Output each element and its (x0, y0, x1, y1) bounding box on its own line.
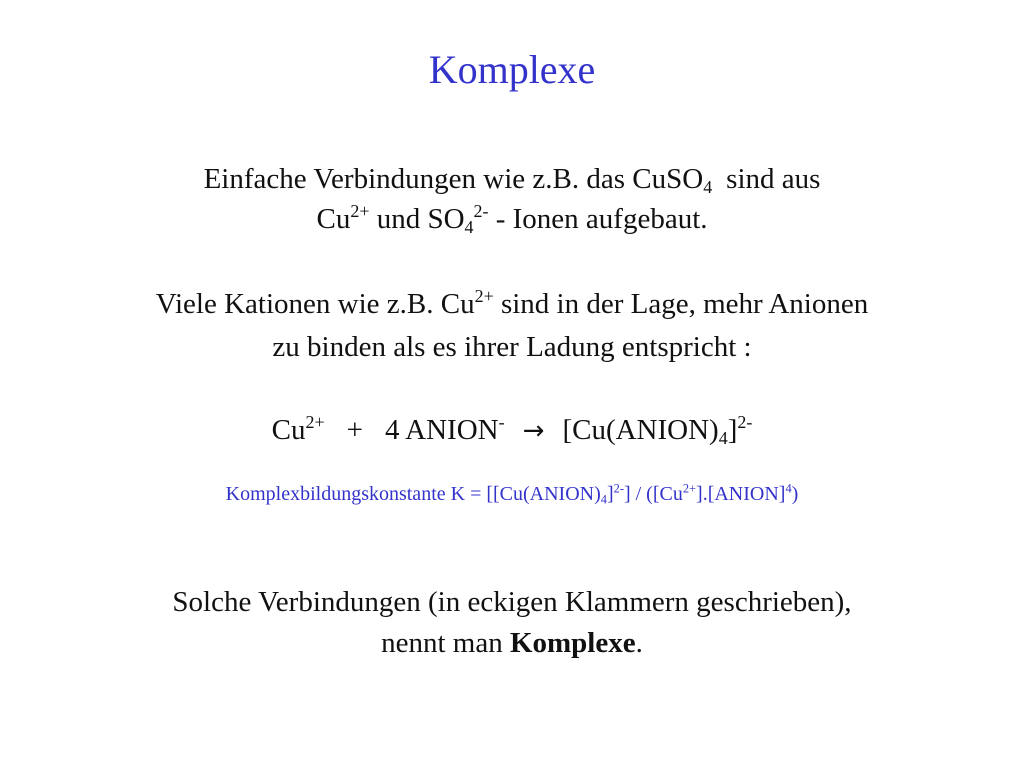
eq-plus: + (346, 414, 363, 446)
k-part-b: ] (606, 483, 614, 505)
cation-line-1 (0, 285, 1024, 321)
formation-constant (0, 483, 1024, 506)
intro-line-2 (0, 200, 1024, 238)
eq-complex-charge: 2- (737, 411, 753, 432)
conclusion-line-1: Solche Verbindungen (in eckigen Klammern geschrieben), (172, 586, 852, 618)
eq-cu-charge: 2+ (305, 411, 325, 432)
k-part-a: Komplexbildungskonstante K = [[Cu(ANION) (225, 483, 601, 505)
eq-complex: [Cu(ANION) (562, 414, 719, 446)
eq-complex-close: ] (727, 414, 738, 446)
komplexe-term: Komplexe (509, 627, 636, 659)
reaction-arrow-icon: → (522, 416, 545, 446)
cation-line-2: zu binden als es ihrer Ladung entspricht : (272, 331, 752, 363)
cu-charge: 2+ (350, 200, 370, 221)
cu-text: Cu (316, 203, 351, 235)
k-part-e: ) (791, 483, 799, 505)
cation-line-1-text: Viele Kationen wie z.B. Cu (155, 288, 475, 320)
und-so-text: und SO (369, 203, 465, 235)
slide-title: Komplexe (428, 47, 596, 92)
conclusion-period: . (635, 627, 643, 659)
intro-line-2-tail: - Ionen aufgebaut. (488, 203, 708, 235)
k-subscript: 4 (600, 492, 607, 507)
intro-line-1-tail: sind aus (726, 163, 821, 195)
k-part-c: ] / ([Cu (623, 483, 683, 505)
so4-subscript: 4 (464, 217, 474, 238)
conclusion-line-2 (0, 627, 1024, 660)
conclusion-line-2-text: nennt man (381, 627, 510, 659)
intro-line-1-text: Einfache Verbindungen wie z.B. das CuSO (203, 163, 704, 195)
k-sup-2: 2+ (682, 481, 697, 496)
k-part-d: ].[ANION] (696, 483, 786, 505)
cuso4-subscript: 4 (703, 177, 713, 198)
cation-line-1-tail: sind in der Lage, mehr Anionen (493, 288, 869, 320)
eq-anion: 4 ANION (385, 414, 499, 446)
reaction-equation (0, 411, 1024, 449)
k-sup-3: 4 (785, 481, 792, 496)
eq-complex-subscript: 4 (718, 428, 728, 449)
so4-charge: 2- (473, 200, 489, 221)
eq-cu: Cu (271, 414, 306, 446)
cation-charge: 2+ (474, 285, 494, 306)
k-sup-1: 2- (613, 481, 624, 496)
intro-line-1 (0, 163, 1024, 196)
eq-anion-charge: - (498, 411, 505, 432)
